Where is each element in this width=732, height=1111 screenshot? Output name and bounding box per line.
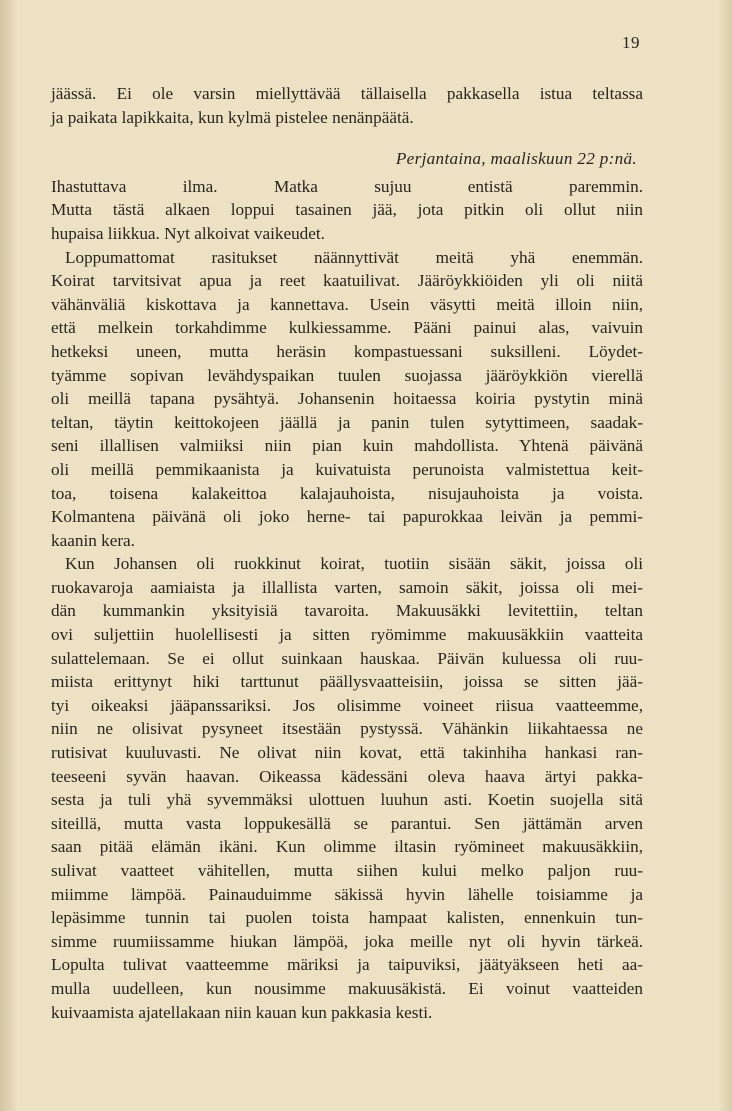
paragraph xyxy=(51,82,643,129)
text-line: että melkein torkahdimme kulkiessamme. Pääni painui alas, vaivuin xyxy=(51,318,643,338)
text-line: seni illallisen valmiiksi niin pian kuin mahdollista. Yhtenä päivänä xyxy=(51,436,643,456)
text-line: teeseeni syvän haavan. Oikeassa kädessäni oleva haava ärtyi pakka- xyxy=(51,766,643,786)
text-line: Lopulta tulivat vaatteemme märiksi ja taipuviksi, jäätyäkseen heti aa- xyxy=(51,955,643,975)
text-line: sulattelemaan. Se ei ollut suinkaan hauskaa. Päivän kuluessa oli ruu- xyxy=(51,648,643,668)
text-line: simme ruumiissamme hiukan lämpöä, joka meille nyt oli hyvin tärkeä. xyxy=(51,931,643,951)
text-line: rutisivat kuuluvasti. Ne olivat niin kovat, että takinhiha hankasi ran- xyxy=(51,743,643,763)
text-line: oli meillä pemmikaanista ja kuivatuista perunoista valmistettua keit- xyxy=(51,459,643,479)
paragraph xyxy=(51,175,643,246)
text-line: hetkeksi uneen, mutta heräsin kompastuessani suksilleni. Löydet- xyxy=(51,341,643,361)
text-line: lepäsimme tunnin tai puolen toista hampaat kalisten, ennenkuin tun- xyxy=(51,908,643,928)
page-number: 19 xyxy=(622,33,640,52)
dateline: Perjantaina, maaliskuun 22 p:nä. xyxy=(395,149,637,169)
text-line: Mutta tästä alkaen loppui tasainen jää, jota pitkin oli ollut niin xyxy=(51,200,643,220)
text-line: kuivaamista ajatellakaan niin kauan kun pakkasia kesti. xyxy=(51,1002,433,1022)
text-line: kaanin kera. xyxy=(51,530,135,550)
text-line: dän kummankin yksityisiä tavaroita. Makuusäkki levitettiin, teltan xyxy=(51,601,643,621)
body-text xyxy=(51,82,643,1024)
text-line: niin ne olisivat pysyneet itsestään pystyssä. Vähänkin liikahtaessa ne xyxy=(51,719,643,739)
text-line: teltan, täytin keittokojeen jäällä ja panin tulen sytyttimeen, saadak- xyxy=(51,412,643,432)
text-line: Kolmantena päivänä oli joko herne- tai papurokkaa leivän ja pemmi- xyxy=(51,507,643,527)
text-line: jäässä. Ei ole varsin miellyttävää tällaisella pakkasella istua teltassa xyxy=(51,84,643,103)
text-line: Loppumattomat rasitukset näännyttivät meitä yhä enemmän. xyxy=(65,247,643,267)
text-line: tyi oikeaksi jääpanssariksi. Jos olisimme voineet riisua vaatteemme, xyxy=(51,695,643,715)
text-line: vähänväliä kiskottava ja kannettava. Usein väsytti meitä illoin niin, xyxy=(51,294,643,314)
text-line: mulla uudelleen, kun nousimme makuusäkistä. Ei voinut vaatteiden xyxy=(51,978,643,998)
text-line: oli meillä tapana pysähtyä. Johansenin hoitaessa koiria pystytin minä xyxy=(51,389,643,409)
paragraph xyxy=(51,246,643,553)
text-line: hupaisa liikkua. Nyt alkoivat vaikeudet. xyxy=(51,223,325,243)
text-line: Ihastuttava ilma. Matka sujuu entistä paremmin. xyxy=(51,176,643,196)
paragraph xyxy=(51,552,643,1024)
text-line: Koirat tarvitsivat apua ja reet kaatuilivat. Jääröykkiöiden yli oli niitä xyxy=(51,271,643,291)
text-line: ja paikata lapikkaita, kun kylmä pistelee nenänpäätä. xyxy=(51,107,414,127)
text-line: Kun Johansen oli ruokkinut koirat, tuotiin sisään säkit, joissa oli xyxy=(65,554,643,574)
text-line: sulivat vaatteet vähitellen, mutta siihen kului melko paljon ruu- xyxy=(51,861,643,880)
text-line: sesta ja tuli yhä syvemmäksi ulottuen luuhun asti. Koetin suojella sitä xyxy=(51,790,643,810)
paragraph-intro xyxy=(51,82,643,129)
paragraphs-main xyxy=(51,175,643,1024)
text-line: ovi suljettiin huolellisesti ja sitten ryömimme makuusäkkiin vaatteita xyxy=(51,625,643,645)
text-line: miista erittynyt hiki tarttunut päällysvaatteisiin, joissa se sitten jää- xyxy=(51,672,643,692)
text-line: saan pitää elämän ikäni. Kun olimme iltasin ryömineet makuusäkkiin, xyxy=(51,837,643,857)
text-line: ruokavaroja aamiaista ja illallista varten, samoin säkit, joissa oli mei- xyxy=(51,577,643,597)
text-line: miimme lämpöä. Painauduimme säkissä hyvin lähelle toisiamme ja xyxy=(51,884,643,904)
text-line: siteillä, mutta vasta loppukesällä se parantui. Sen jättämän arven xyxy=(51,813,643,833)
text-line: tyämme sopivan levähdyspaikan tuulen suojassa jääröykkiön vierellä xyxy=(51,365,643,385)
text-line: toa, toisena kalakeittoa kalajauhoista, nisujauhoista ja voista. xyxy=(51,483,643,503)
